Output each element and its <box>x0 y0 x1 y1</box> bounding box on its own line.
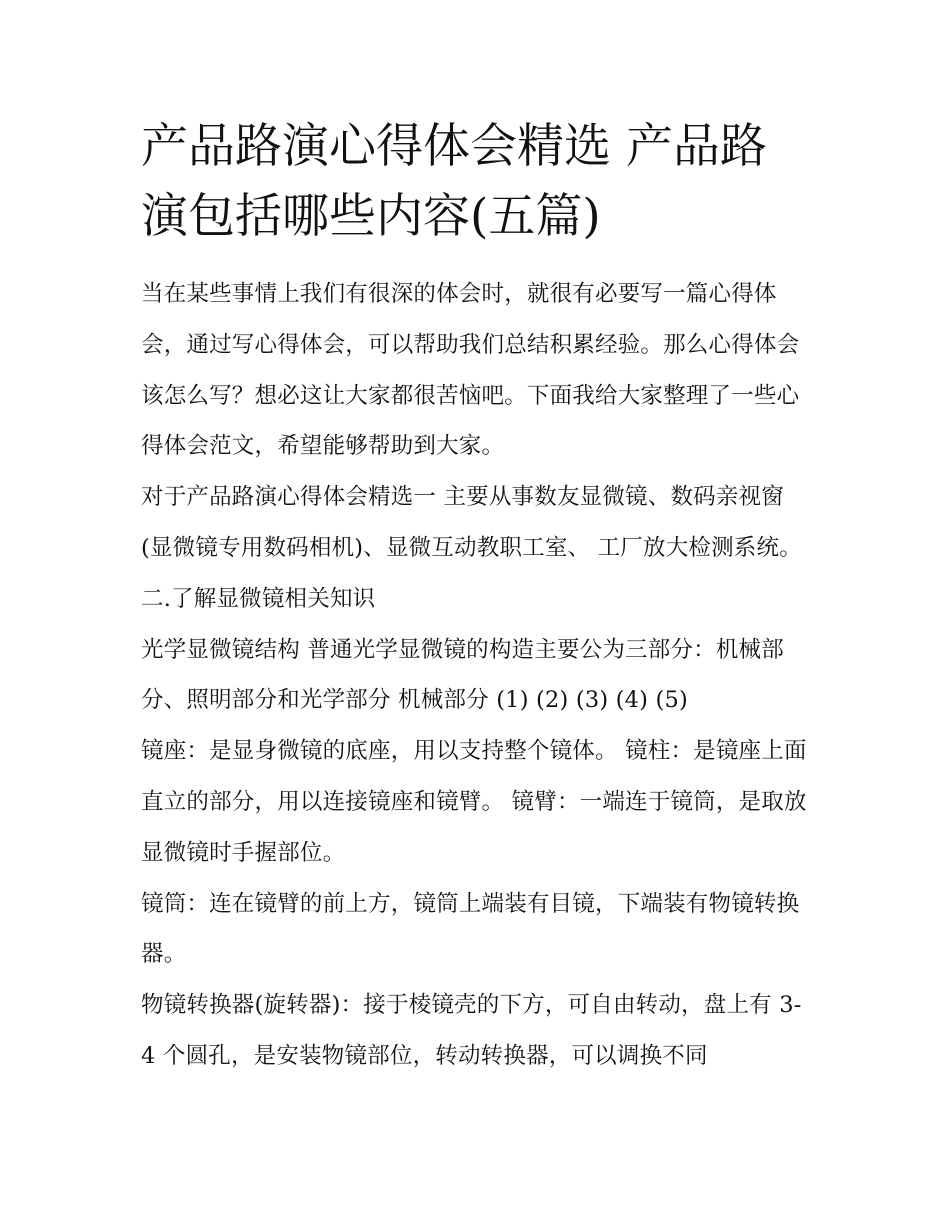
document-body <box>141 112 813 1082</box>
paragraph-microscope-structure: 光学显微镜结构 普通光学显微镜的构造主要公为三部分：机械部分、照明部分和光学部分 机械部分 (1) (2) (3) (4) (5) <box>141 636 784 714</box>
paragraph-section-one: 对于产品路演心得体会精选一 主要从事数友显微镜、数码亲视窗(显微镜专用数码相机)、显微互动教职工室、 工厂放大检测系统。 二.了解显微镜相关知识 <box>141 484 802 612</box>
paragraph-intro: 当在某些事情上我们有很深的体会时，就很有必要写一篇心得体会，通过写心得体会，可以帮助我们总结积累经验。那么心得体会该怎么写？想必这让大家都很苦恼吧。下面我给大家整理了一些心得体会范文，希望能够帮助到大家。 <box>141 281 800 460</box>
paragraph-tube: 镜筒：连在镜臂的前上方，镜筒上端装有目镜，下端装有物镜转换器。 <box>141 890 800 968</box>
paragraph-base-pillar-arm: 镜座：是显身微镜的底座，用以支持整个镜体。 镜柱：是镜座上面直立的部分，用以连接镜座和镜臂。 镜臂：一端连于镜筒，是取放显微镜时手握部位。 <box>141 738 807 866</box>
paragraph-nosepiece: 物镜转换器(旋转器)：接于棱镜壳的下方，可自由转动，盘上有 3-4 个圆孔，是安装物镜部位，转动转换器，可以调换不同 <box>141 992 802 1069</box>
document-title: 产品路演心得体会精选 产品路演包括哪些内容(五篇) <box>141 119 767 244</box>
